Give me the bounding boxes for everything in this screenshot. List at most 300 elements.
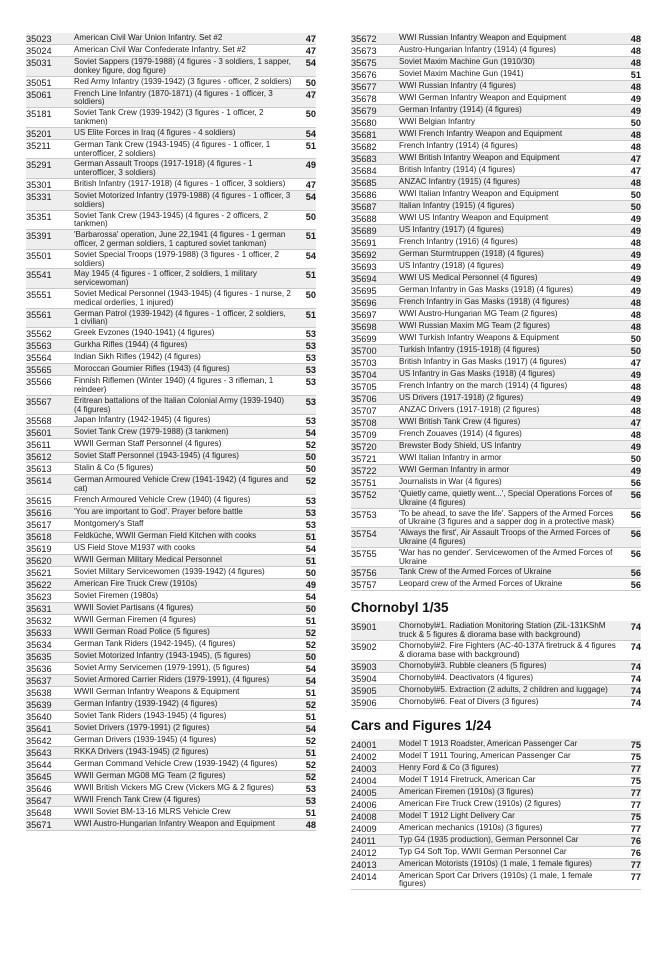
catalog-row (351, 441, 641, 453)
item-code: 35391 (26, 231, 52, 242)
item-code: 35563 (26, 341, 52, 352)
catalog-row (26, 711, 316, 723)
item-page: 56 (630, 509, 641, 520)
catalog-row (351, 509, 641, 529)
catalog-row (26, 567, 316, 579)
catalog-row (26, 807, 316, 819)
item-description: WWII British Vickers MG Crew (Vickers MG & 2 figures) (74, 782, 274, 792)
item-page: 54 (305, 128, 316, 139)
item-page: 48 (630, 430, 641, 440)
item-page: 48 (630, 46, 641, 56)
item-description: Soviet Military Servicewomen (1939-1942) (4 figures) (74, 566, 265, 576)
item-page: 51 (630, 70, 641, 80)
item-page: 76 (630, 835, 641, 846)
item-code: 35905 (351, 685, 377, 696)
item-description: American Motorists (1910s) (1 male, 1 female figures) (399, 858, 592, 868)
catalog-row (351, 739, 641, 751)
item-description: WWI German Infantry in armor (399, 465, 510, 474)
item-code: 35706 (351, 394, 377, 404)
catalog-row (351, 811, 641, 823)
item-code: 24005 (351, 787, 377, 798)
item-page: 74 (630, 697, 641, 708)
item-description: Chornobyl#4. Deactivators (4 figures) (399, 672, 534, 682)
item-page: 56 (630, 548, 641, 559)
item-description: WWI US Medical Personnel (4 figures) (399, 273, 538, 282)
item-page: 47 (305, 179, 316, 190)
item-description: Soviet Motorized Infantry (1943-1945), (5 figures) (74, 650, 251, 660)
item-description: French Armoured Vehicle Crew (1940) (4 figures) (74, 494, 251, 504)
item-code: 35648 (26, 807, 52, 818)
item-description: American Civil War Confederate Infantry. Set #2 (74, 45, 246, 54)
item-page: 51 (305, 687, 316, 698)
item-page: 51 (305, 140, 316, 151)
item-description: British Infantry (1917-1918) (4 figures - 1 officer, 3 soldiers) (74, 178, 286, 188)
item-code: 35211 (26, 140, 51, 151)
item-description: Soviet Sappers (1979-1988) (4 figures - 3 soldiers, 1 sapper, donkey figure, dog figure) (74, 57, 291, 75)
cars-list (351, 739, 641, 891)
catalog-row (351, 751, 641, 763)
item-description: German Infantry (1914) (4 figures) (399, 105, 522, 114)
item-code: 24003 (351, 763, 377, 774)
catalog-row (26, 651, 316, 663)
item-description: German Command Vehicle Crew (1939-1942) (4 figures) (74, 758, 278, 768)
catalog-row (26, 603, 316, 615)
item-description: RKKA Drivers (1943-1945) (2 figures) (74, 746, 209, 756)
item-code: 24002 (351, 751, 377, 762)
catalog-row (351, 105, 641, 117)
item-page: 51 (305, 531, 316, 542)
item-page: 47 (305, 89, 316, 100)
catalog-row (26, 507, 316, 519)
item-page: 50 (305, 109, 316, 120)
catalog-row (26, 555, 316, 567)
item-code: 35351 (26, 211, 52, 222)
catalog-row (351, 405, 641, 417)
catalog-row (26, 269, 316, 289)
item-description: Greek Evzones (1940-1941) (4 figures) (74, 328, 215, 338)
item-page: 51 (305, 711, 316, 722)
item-description: WWII German Road Police (5 figures) (74, 626, 210, 636)
item-code: 35561 (26, 309, 52, 320)
item-page: 49 (305, 579, 316, 590)
catalog-row (26, 543, 316, 555)
item-page: 49 (630, 226, 641, 236)
item-code: 35181 (26, 109, 52, 120)
item-code: 35720 (351, 442, 377, 452)
item-code: 35683 (351, 154, 377, 164)
catalog-row (26, 591, 316, 603)
item-code: 35620 (26, 555, 52, 566)
item-code: 35695 (351, 286, 377, 296)
catalog-row (351, 528, 641, 548)
item-code: 35679 (351, 106, 377, 116)
item-page: 47 (305, 46, 316, 56)
item-description: Typ G4 Soft Top, WWII German Personnel Car (399, 846, 567, 856)
item-description: US Infantry (1918) (4 figures) (399, 261, 504, 270)
catalog-row (351, 345, 641, 357)
item-description: Soviet Medical Personnel (1943-1945) (4 figures - 1 nurse, 2 medical orderlies, 1 injured) (74, 288, 291, 307)
item-code: 35699 (351, 334, 377, 344)
item-code: 35677 (351, 82, 377, 92)
catalog-row (26, 108, 316, 128)
item-description: WWI Russian Maxim MG Team (2 figures) (399, 321, 550, 330)
catalog-row (26, 579, 316, 591)
item-description: Model T 1913 Roadster, American Passenger Car (399, 738, 578, 748)
item-page: 51 (305, 615, 316, 626)
item-description: US Elite Forces in Iraq (4 figures - 4 soldiers) (74, 127, 236, 137)
item-description: Soviet Armored Carrier Riders (1979-1991), (4 figures) (74, 674, 270, 684)
catalog-row (26, 396, 316, 416)
item-description: Soviet Firemen (1980s) (74, 590, 159, 600)
item-page: 75 (630, 811, 641, 822)
item-description: Chornobyl#2. Fire Fighters (AC-40-137A firetruck & 4 figures & diorama base with background) (399, 640, 616, 659)
item-page: 50 (305, 464, 316, 475)
item-description: Stalin & Co (5 figures) (74, 463, 154, 473)
catalog-row (351, 429, 641, 441)
item-page: 54 (305, 723, 316, 734)
item-page: 50 (630, 346, 641, 356)
catalog-row (351, 477, 641, 489)
item-description: German Sturmtruppen (1918) (4 figures) (399, 249, 544, 258)
catalog-row (351, 567, 641, 579)
item-page: 77 (630, 823, 641, 834)
item-description: American Firemen (1910s) (3 figures) (399, 786, 534, 796)
item-page: 52 (305, 639, 316, 650)
catalog-row (351, 697, 641, 709)
item-page: 51 (305, 807, 316, 818)
item-page: 48 (630, 322, 641, 332)
item-description: American Sport Car Drivers (1910s) (1 male, 1 female figures) (399, 870, 593, 889)
item-page: 74 (630, 641, 641, 652)
catalog-row (351, 177, 641, 189)
item-page: 77 (630, 799, 641, 810)
item-page: 53 (305, 416, 316, 427)
item-code: 35693 (351, 262, 377, 272)
item-page: 50 (305, 603, 316, 614)
item-code: 35686 (351, 190, 377, 200)
item-page: 49 (630, 394, 641, 404)
item-code: 35640 (26, 711, 52, 722)
item-description: Brewster Body Shield, US Infantry (399, 441, 522, 450)
item-description: Chornobyl#3. Rubble cleaners (5 figures) (399, 660, 547, 670)
item-code: 24014 (351, 871, 377, 882)
item-description: WWII German Firemen (4 figures) (74, 614, 196, 624)
item-page: 50 (305, 77, 316, 88)
item-code: 35567 (26, 396, 52, 407)
catalog-row (26, 57, 316, 77)
catalog-row (26, 328, 316, 340)
catalog-row (26, 451, 316, 463)
item-page: 51 (305, 231, 316, 242)
catalog-row (351, 465, 641, 477)
item-code: 35689 (351, 226, 377, 236)
left-column (26, 33, 316, 831)
catalog-row (26, 427, 316, 439)
catalog-row (351, 641, 641, 661)
item-page: 54 (305, 250, 316, 261)
catalog-list-right (351, 33, 641, 591)
item-page: 51 (305, 270, 316, 281)
catalog-row (26, 230, 316, 250)
catalog-row (26, 675, 316, 687)
item-description: German Drivers (1939-1945) (4 figures) (74, 734, 217, 744)
item-description: American Civil War Union Infantry. Set #2 (74, 33, 223, 42)
item-page: 54 (305, 591, 316, 602)
item-page: 74 (630, 661, 641, 672)
item-description: British Infantry (1914) (4 figures) (399, 165, 516, 174)
catalog-row (351, 548, 641, 568)
item-page: 53 (305, 341, 316, 352)
item-code: 35700 (351, 346, 377, 356)
item-page: 49 (630, 274, 641, 284)
item-page: 56 (630, 568, 641, 579)
catalog-row (26, 179, 316, 191)
item-page: 74 (630, 673, 641, 684)
item-code: 35676 (351, 70, 377, 80)
item-description: 'War has no gender'. Servicewomen of the Armed Forces of Ukraine (399, 547, 613, 566)
item-code: 35675 (351, 58, 377, 68)
catalog-row (26, 699, 316, 711)
item-page: 52 (305, 735, 316, 746)
item-description: Indian Sikh Rifles (1942) (4 figures) (74, 352, 201, 362)
catalog-row (26, 33, 316, 45)
item-code: 35634 (26, 639, 52, 650)
item-description: Tank Crew of the Armed Forces of Ukraine (399, 567, 552, 577)
catalog-row (26, 45, 316, 57)
item-description: Soviet Army Servicemen (1979-1991), (5 figures) (74, 662, 250, 672)
item-description: Italian Infantry (1915) (4 figures) (399, 201, 515, 210)
item-description: US Infantry (1917) (4 figures) (399, 225, 504, 234)
item-description: Red Army Infantry (1939-1942) (3 figures - officer, 2 soldiers) (74, 76, 292, 86)
item-page: 52 (305, 699, 316, 710)
item-code: 35692 (351, 250, 377, 260)
item-page: 48 (630, 382, 641, 392)
item-page: 75 (630, 775, 641, 786)
item-page: 48 (630, 178, 641, 188)
item-page: 49 (630, 250, 641, 260)
item-description: Chornobyl#1. Radiation Monitoring Station (ZiL-131KShM truck & 5 figures & diorama base with background) (399, 621, 606, 640)
item-description: Model T 1914 Firetruck, American Car (399, 774, 536, 784)
item-page: 48 (630, 406, 641, 416)
item-code: 24004 (351, 775, 377, 786)
catalog-row (351, 381, 641, 393)
item-description: Model T 1911 Touring, American Passenger Car (399, 750, 571, 760)
catalog-row (26, 191, 316, 211)
cars-section-title: Cars and Figures 1/24 (351, 717, 492, 733)
item-code: 35637 (26, 675, 52, 686)
catalog-row (26, 352, 316, 364)
item-page: 53 (305, 396, 316, 407)
item-code: 35757 (351, 580, 377, 591)
catalog-row (351, 799, 641, 811)
item-page: 49 (630, 214, 641, 224)
catalog-row (351, 213, 641, 225)
item-code: 35615 (26, 495, 52, 506)
item-description: Chornobyl#5. Extraction (2 adults, 2 children and luggage) (399, 684, 608, 694)
item-code: 35904 (351, 673, 377, 684)
item-page: 53 (305, 329, 316, 340)
item-description: 'To be ahead, to save the life'. Sappers of the Armed Forces of Ukraine (3 figures and a sapper dog in a protective mask) (399, 508, 615, 527)
item-page: 47 (630, 154, 641, 164)
item-description: Henry Ford & Co (3 figures) (399, 762, 499, 772)
item-page: 50 (630, 190, 641, 200)
catalog-row (26, 783, 316, 795)
item-description: Moroccan Goumier Rifles (1943) (4 figures) (74, 364, 230, 374)
item-code: 35562 (26, 329, 52, 340)
item-description: Montgomery's Staff (74, 518, 144, 528)
item-description: WWI Belgian Infantry (399, 117, 476, 126)
item-page: 50 (305, 567, 316, 578)
item-code: 35641 (26, 723, 52, 734)
item-code: 35621 (26, 567, 52, 578)
catalog-row (26, 159, 316, 179)
item-description: French Infantry (1914) (4 figures) (399, 141, 518, 150)
item-code: 35694 (351, 274, 377, 284)
item-page: 51 (305, 309, 316, 320)
item-description: British Infantry in Gas Masks (1917) (4 figures) (399, 357, 567, 366)
item-page: 49 (305, 160, 316, 171)
item-code: 35031 (26, 58, 52, 68)
right-column (351, 33, 641, 890)
item-description: 'Barbarossa' operation, June 22,1941 (4 figures - 1 german officer, 2 german soldiers, 1 captured soviet tankman) (74, 230, 286, 248)
catalog-row (351, 673, 641, 685)
catalog-row (351, 129, 641, 141)
item-description: WWI Austro-Hungarian MG Team (2 figures) (399, 309, 558, 318)
item-description: Soviet Tank Crew (1943-1945) (4 figures - 2 officers, 2 tankmen) (74, 210, 269, 229)
item-code: 35568 (26, 416, 52, 427)
item-page: 47 (630, 166, 641, 176)
item-page: 52 (305, 627, 316, 638)
catalog-row (26, 340, 316, 352)
item-description: Feldküche, WWII German Field Kitchen with cooks (74, 530, 257, 540)
item-code: 35291 (26, 160, 52, 171)
item-code: 35618 (26, 531, 52, 542)
catalog-row (26, 128, 316, 140)
item-code: 35612 (26, 452, 52, 463)
catalog-row (351, 333, 641, 345)
catalog-row (351, 81, 641, 93)
catalog-row (26, 735, 316, 747)
catalog-row (351, 621, 641, 641)
catalog-row (26, 723, 316, 735)
item-code: 35696 (351, 298, 377, 308)
catalog-row (26, 819, 316, 831)
item-description: Soviet Tank Crew (1979-1988) (3 tankmen) (74, 427, 229, 437)
item-code: 35709 (351, 430, 377, 440)
catalog-row (26, 463, 316, 475)
item-page: 48 (630, 238, 641, 248)
catalog-row (351, 489, 641, 509)
item-page: 48 (630, 34, 641, 44)
item-page: 51 (305, 747, 316, 758)
item-code: 35636 (26, 663, 52, 674)
item-description: American Fire Truck Crew (1910s) (74, 578, 198, 588)
item-page: 49 (630, 262, 641, 272)
item-description: Chornobyl#6. Feat of Divers (3 figures) (399, 696, 539, 706)
item-code: 35541 (26, 270, 52, 281)
catalog-row (26, 309, 316, 329)
item-description: Gurkha Rifles (1944) (4 figures) (74, 340, 188, 350)
catalog-row (351, 453, 641, 465)
catalog-row (26, 140, 316, 160)
item-code: 35565 (26, 365, 52, 376)
item-page: 49 (630, 442, 641, 452)
item-page: 53 (305, 365, 316, 376)
item-description: WWI Turkish Infantry Weapons & Equipment (399, 333, 559, 342)
item-description: 'Always the first', Air Assault Troops of the Armed Forces of Ukraine (4 figures) (399, 528, 610, 546)
catalog-row (351, 237, 641, 249)
item-code: 35902 (351, 641, 377, 652)
catalog-row (26, 364, 316, 376)
item-page: 54 (305, 428, 316, 439)
item-page: 52 (305, 771, 316, 782)
item-page: 49 (630, 466, 641, 476)
catalog-row (351, 285, 641, 297)
catalog-row (351, 273, 641, 285)
item-page: 48 (630, 58, 641, 68)
item-page: 77 (630, 763, 641, 774)
item-page: 77 (630, 859, 641, 870)
item-code: 35721 (351, 454, 377, 464)
item-page: 56 (630, 580, 641, 591)
item-description: Soviet Motorized Infantry (1979-1988) (4 figures - 1 officer, 3 soldiers) (74, 190, 291, 209)
catalog-row (351, 201, 641, 213)
item-code: 35639 (26, 699, 52, 710)
item-page: 77 (630, 871, 641, 882)
item-code: 24008 (351, 811, 377, 822)
catalog-row (351, 297, 641, 309)
catalog-row (351, 393, 641, 405)
catalog-row (351, 57, 641, 69)
item-page: 56 (630, 478, 641, 488)
item-description: WWI Russian Infantry Weapon and Equipment (399, 33, 567, 42)
catalog-row (351, 775, 641, 787)
catalog-row (351, 141, 641, 153)
item-code: 35611 (26, 440, 51, 451)
item-code: 35707 (351, 406, 377, 416)
item-code: 35633 (26, 627, 52, 638)
item-page: 49 (630, 94, 641, 104)
catalog-row (351, 859, 641, 871)
item-description: WWII Soviet Partisans (4 figures) (74, 602, 194, 612)
catalog-row (26, 289, 316, 309)
item-page: 50 (630, 454, 641, 464)
catalog-row (351, 369, 641, 381)
item-code: 35688 (351, 214, 377, 224)
item-description: Soviet Maxim Machine Gun (1941) (399, 69, 524, 78)
item-description: WWI German Infantry Weapon and Equipment (399, 93, 567, 102)
catalog-row (26, 211, 316, 231)
item-page: 50 (305, 651, 316, 662)
item-code: 35682 (351, 142, 377, 152)
item-page: 75 (630, 739, 641, 750)
item-description: ANZAC Drivers (1917-1918) (2 figures) (399, 405, 540, 414)
item-code: 35617 (26, 519, 52, 530)
catalog-row (351, 417, 641, 429)
catalog-row (351, 69, 641, 81)
item-page: 74 (630, 622, 641, 633)
item-page: 50 (305, 452, 316, 463)
item-description: WWII French Tank Crew (4 figures) (74, 794, 201, 804)
item-code: 35756 (351, 568, 377, 579)
item-description: American mechanics (1910s) (3 figures) (399, 822, 543, 832)
item-code: 24013 (351, 859, 377, 870)
item-code: 35638 (26, 687, 52, 698)
item-page: 48 (630, 310, 641, 320)
catalog-row (26, 759, 316, 771)
item-code: 35698 (351, 322, 377, 332)
catalog-row (351, 117, 641, 129)
